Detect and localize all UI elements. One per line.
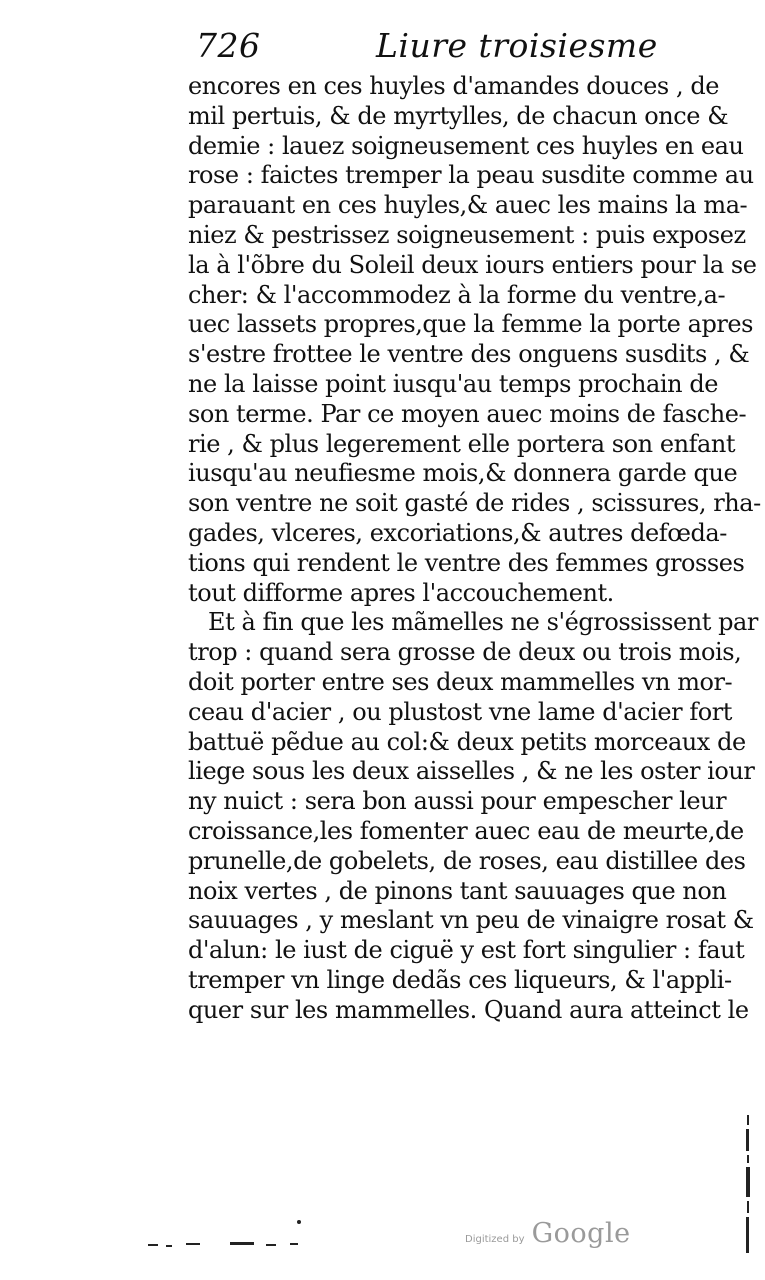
scan-speckle bbox=[186, 1243, 200, 1245]
text-line: s'estre frottee le ventre des onguens susdits , & bbox=[188, 340, 750, 369]
text-line: tions qui rendent le ventre des femmes grosses bbox=[188, 548, 745, 577]
page-header bbox=[196, 26, 658, 74]
text-line: doit porter entre ses deux mammelles vn mor- bbox=[188, 667, 733, 696]
google-logo-text: Google bbox=[531, 1218, 631, 1249]
text-line: croissance,les fomenter auec eau de meurte,de bbox=[188, 816, 744, 845]
text-line: noix vertes , de pinons tant sauuages que non bbox=[188, 876, 727, 905]
running-title: Liure troisiesme bbox=[376, 26, 658, 65]
text-line: mil pertuis, & de myrtylles, de chacun once & bbox=[188, 101, 729, 130]
scan-speckle bbox=[148, 1244, 158, 1246]
text-line: ceau d'acier , ou plustost vne lame d'acier fort bbox=[188, 697, 732, 726]
text-line: encores en ces huyles d'amandes douces , de bbox=[188, 72, 719, 100]
scan-speckle bbox=[290, 1243, 298, 1245]
text-line: iusqu'au neufiesme mois,& donnera garde que bbox=[188, 459, 738, 488]
digitized-label: Digitized by bbox=[465, 1234, 525, 1245]
paragraph-start-line: Et à fin que les mãmelles ne s'égrossissent par bbox=[208, 608, 758, 637]
text-line: rie , & plus legerement elle portera son enfant bbox=[188, 429, 736, 458]
scan-speckle bbox=[297, 1220, 301, 1224]
text-line: demie : lauez soigneusement ces huyles en eau bbox=[188, 131, 744, 160]
text-line: ny nuict : sera bon aussi pour empescher leur bbox=[188, 787, 727, 816]
text-line: trop : quand sera grosse de deux ou trois mois, bbox=[188, 638, 742, 667]
text-line: la à l'õbre du Soleil deux iours entiers pour la se bbox=[188, 250, 757, 279]
text-line: son ventre ne soit gasté de rides , scissures, rha- bbox=[188, 489, 761, 518]
page-edge-mark bbox=[744, 1115, 754, 1255]
page-number: 726 bbox=[196, 26, 261, 65]
text-line: son terme. Par ce moyen auec moins de fasche- bbox=[188, 399, 747, 428]
text-line: parauant en ces huyles,& auec les mains la ma- bbox=[188, 191, 748, 220]
digitized-by-google-watermark bbox=[465, 1218, 631, 1249]
text-line: gades, vlceres, excoriations,& autres defœda- bbox=[188, 518, 727, 547]
text-line: ne la laisse point iusqu'au temps prochain de bbox=[188, 369, 718, 398]
text-line: tremper vn linge dedãs ces liqueurs, & l'appli- bbox=[188, 965, 732, 994]
text-line: battuë pẽdue au col:& deux petits morceaux de bbox=[188, 727, 746, 756]
text-line: liege sous les deux aisselles , & ne les oster iour bbox=[188, 757, 755, 786]
scan-speckle bbox=[266, 1244, 276, 1246]
text-line: niez & pestrissez soigneusement : puis exposez bbox=[188, 220, 746, 249]
body-text bbox=[188, 72, 761, 1026]
text-line: d'alun: le iust de ciguë y est fort singulier : faut bbox=[188, 936, 745, 965]
scan-speckle bbox=[230, 1242, 254, 1245]
text-line: rose : faictes tremper la peau susdite comme au bbox=[188, 161, 754, 190]
text-line: quer sur les mammelles. Quand aura atteinct le bbox=[188, 995, 749, 1024]
text-line: uec lassets propres,que la femme la porte apres bbox=[188, 310, 753, 339]
text-line: prunelle,de gobelets, de roses, eau distillee des bbox=[188, 846, 746, 875]
text-line: tout difforme apres l'accouchement. bbox=[188, 578, 614, 607]
text-line: cher: & l'accommodez à la forme du ventre,a- bbox=[188, 280, 726, 309]
text-line: sauuages , y meslant vn peu de vinaigre rosat & bbox=[188, 906, 754, 935]
scan-speckle bbox=[166, 1245, 172, 1247]
